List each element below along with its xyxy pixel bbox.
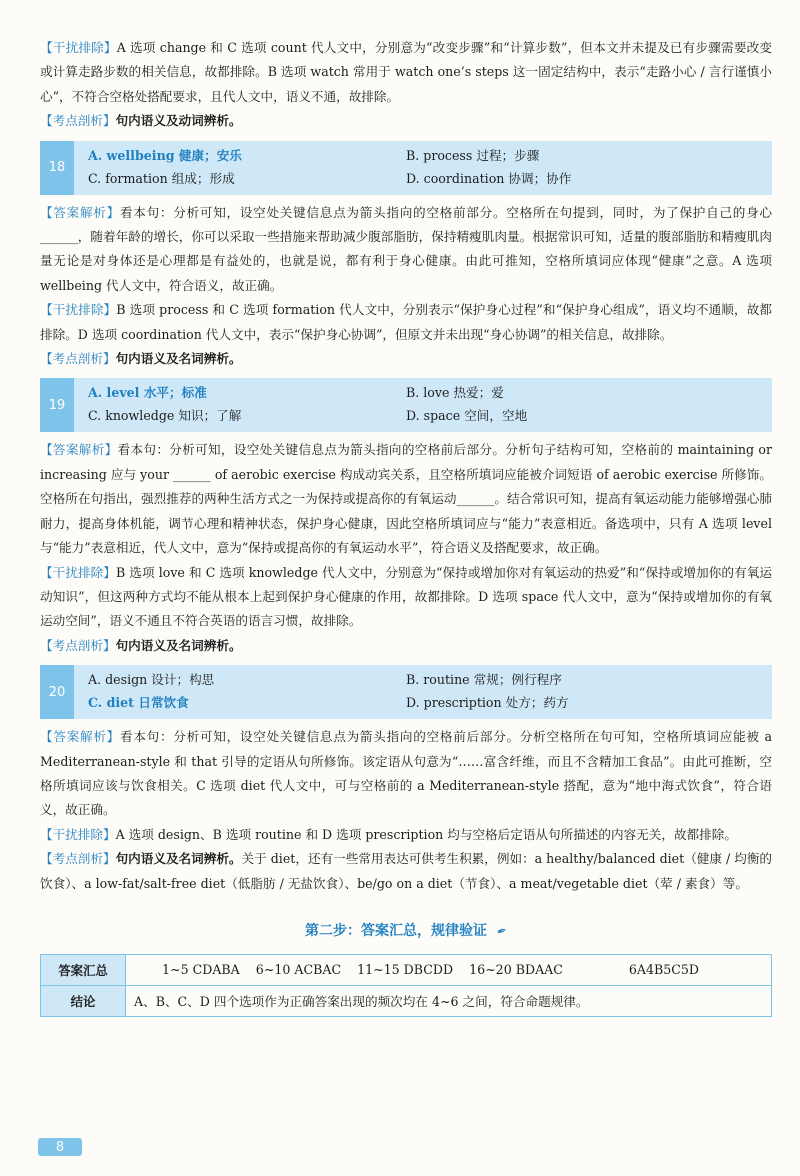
tag-label: 【考点剖析】 (40, 113, 116, 129)
answer-group: 1~5 CDABA (162, 962, 240, 978)
tag-label: 【干扰排除】 (40, 564, 116, 580)
option-a: A. design 设计；构思 (88, 672, 215, 688)
q20-analysis (40, 847, 772, 896)
option-c: C. knowledge 知识；了解 (88, 408, 242, 424)
answer-groups-cell (126, 954, 772, 985)
tag-label: 【干扰排除】 (40, 40, 117, 55)
option-b: B. love 热爱；爱 (406, 385, 504, 401)
tag-label: 【答案解析】 (40, 204, 120, 220)
q17-analysis (40, 109, 772, 133)
option-a: A. wellbeing 健康；安乐 (88, 147, 242, 163)
page-number: 8 (38, 1138, 82, 1156)
paragraph-text: A 选项 design、B 选项 routine 和 D 选项 prescription 均与空格后定语从句所描述的内容无关，故都排除。 (115, 826, 737, 842)
paragraph-text: 关于 diet，还有一些常用表达可供考生积累，例如：a healthy/balanced diet（健康 / 均衡的饮食）、a low-fat/salt-free diet（低脂肪 / 无盐饮食）、be/go on a diet（节食）、a meat/vegetable diet（荤 / 素食）等。 (40, 851, 773, 891)
paragraph-text: 句内语义及名词辨析。 (115, 351, 242, 367)
paragraph-text: 看本句：分析可知，设空处关键信息点为箭头指向的空格前后部分。分析空格所在句可知，空格所填词应能被 a Mediterranean-style 和 that 引导的定语从句所修饰。该定语从句意为“……富含纤维，而且不含精加工食品”。由此可推断，空格所填词应该与饮食相关。C 选项 diet 代人文中，可与空格前的 a Mediterranean-style 搭配，意为“地中海式饮食”，符合语义，故正确。 (40, 729, 773, 818)
question-number: 20 (40, 665, 74, 719)
answer-group: 6~10 ACBAC (255, 962, 342, 978)
paragraph-text: 句内语义及名词辨析。 (115, 637, 242, 653)
q19-interference (40, 561, 772, 634)
q18-answer (40, 201, 772, 299)
option-b: B. process 过程；步骤 (406, 147, 540, 163)
table-row (41, 985, 772, 1016)
paragraph-text: A 选项 change 和 C 选项 count 代人文中，分别意为“改变步骤”和“计算步数”，但本文并未提及已有步骤需要改变或计算走路步数的相关信息，故都排除。B 选项 watch 常用于 watch one’s steps 这一固定结构中，表示“走路小心 / 言行谨慎小心”，不符合空格处搭配要求，且代人文中，语义不通，故排除。 (40, 40, 772, 104)
answer-summary-table (40, 954, 772, 1017)
q17-interference (40, 36, 772, 109)
section-heading (40, 920, 772, 940)
paragraph-text: 看本句：分析可知，设空处关键信息点为箭头指向的空格前部分。空格所在句提到，同时，为了保护自己的身心______，随着年龄的增长，你可以采取一些措施来帮助减少腹部脂肪，保持精瘦肌肉量。根据常识可知，适量的腹部脂肪和精瘦肌肉量无论是对身体还是心理都是有益处的，也就是说，都有利于身心健康。由此可推知，空格所填词应体现“健康”之意。A 选项 wellbeing 代人文中，符合语义，故正确。 (40, 204, 773, 293)
answer-groups (134, 962, 763, 977)
option-d: D. space 空间，空地 (406, 408, 528, 424)
tag-label: 【考点剖析】 (40, 351, 116, 367)
q19-analysis (40, 634, 772, 658)
q19-answer (40, 438, 772, 560)
paragraph-text: 句内语义及名词辨析。 (115, 851, 242, 867)
conclusion-cell: A、B、C、D 四个选项作为正确答案出现的频次均在 4~6 之间，符合命题规律。 (126, 985, 772, 1016)
question-20-options (40, 665, 772, 719)
option-c: C. diet 日常饮食 (88, 695, 189, 711)
option-a: A. level 水平；标准 (88, 385, 207, 401)
tag-label: 【干扰排除】 (40, 302, 117, 318)
row-header: 答案汇总 (41, 954, 126, 985)
q20-interference (40, 823, 772, 847)
paragraph-text: 句内语义及动词辨析。 (115, 113, 242, 129)
option-d: D. prescription 处方；药方 (406, 695, 569, 711)
table-row (41, 954, 772, 985)
paragraph-text: B 选项 love 和 C 选项 knowledge 代人文中，分别意为“保持或增加你对有氧运动的热爱”和“保持或增加你的有氧运动知识”，但这两种方式均不能从根本上起到保护身心健康的作用，故都排除。D 选项 space 代人文中，意为“保持或增加你的有氧运动空间”，语义不通且不符合英语的语言习惯，故排除。 (40, 564, 772, 629)
tag-label: 【答案解析】 (40, 442, 118, 458)
question-number: 18 (40, 141, 74, 195)
tag-label: 【干扰排除】 (40, 826, 116, 842)
q20-answer (40, 725, 772, 823)
question-number: 19 (40, 378, 74, 432)
section-title: 第二步：答案汇总，规律验证 (304, 922, 487, 939)
paragraph-text: B 选项 process 和 C 选项 formation 代人文中，分别表示“保护身心过程”和“保护身心组成”，语义均不通顺，故都排除。D 选项 coordination 代人文中，表示“保护身心协调”，但原文并未出现“身心协调”的相关信息，故排除。 (40, 302, 772, 342)
page-content (40, 36, 772, 1017)
tag-label: 【考点剖析】 (40, 851, 116, 867)
question-19-options (40, 378, 772, 432)
option-c: C. formation 组成；形成 (88, 170, 235, 186)
question-18-options (40, 141, 772, 195)
answer-count: 6A4B5C5D (628, 962, 699, 978)
option-d: D. coordination 协调；协作 (406, 170, 572, 186)
tag-label: 【考点剖析】 (40, 637, 116, 653)
option-b: B. routine 常规；例行程序 (406, 672, 562, 688)
answer-group: 16~20 BDAAC (469, 962, 563, 978)
paragraph-text: 看本句：分析可知，设空处关键信息点为箭头指向的空格前后部分。分析句子结构可知，空格前的 maintaining or increasing 应与 your ______ of aerobic exercise 构成动宾关系，且空格所填词应能被介词短语 of aerobic exercise 所修饰。空格所在句指出，强烈推荐的两种生活方式之一为保持或提高你的有氧运动______。结合常识可知，提高有氧运动能力能够增强心肺耐力，提高身体机能，调节心理和精神状态，保护身心健康，因此空格所填词应与“能力”表意相近。备选项中，只有 A 选项 level 与“能力”表意相近，代人文中，意为“保持或提高你的有氧运动水平”，符合语义及搭配要求，故正确。 (40, 442, 773, 556)
q18-interference (40, 298, 772, 347)
pen-icon: ✒ (494, 922, 510, 940)
row-header: 结论 (41, 985, 126, 1016)
answer-group: 11~15 DBCDD (357, 962, 454, 978)
q18-analysis (40, 347, 772, 371)
tag-label: 【答案解析】 (40, 729, 120, 745)
